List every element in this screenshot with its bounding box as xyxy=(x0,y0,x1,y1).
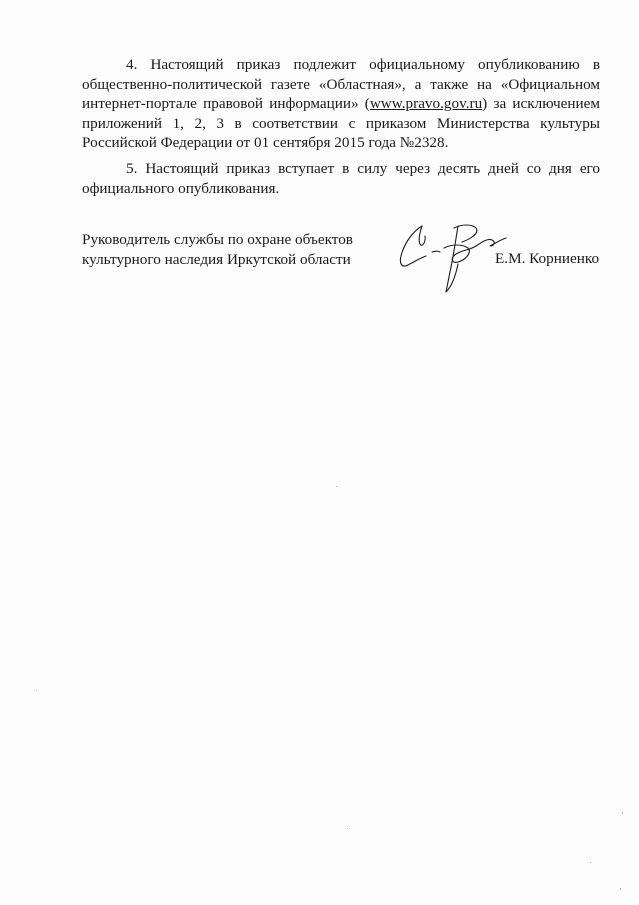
scan-speck xyxy=(36,690,37,691)
paragraph-4-text-end: ) за исключением приложений 1, 2, 3 в соответствии с приказом Министерства культуры Российской Федерации от 01 сентября 2015 года №2328. xyxy=(82,95,600,152)
scan-speck xyxy=(622,812,623,814)
paragraph-5: 5. Настоящий приказ вступает в силу через десять дней со дня его официального опубликования. xyxy=(82,160,600,197)
scan-speck xyxy=(347,828,348,829)
scan-speck xyxy=(590,862,591,863)
signatory-position-line-2: культурного наследия Иркутской области xyxy=(82,250,351,268)
scan-speck xyxy=(336,486,337,487)
pravo-gov-link[interactable]: www.pravo.gov.ru xyxy=(369,95,483,113)
paragraph-4-text-start: 4. Настоящий приказ подлежит официальному опубликованию в общественно-политической газете «Областная», а также на «Официальном интернет-портале правовой информации» ( xyxy=(82,56,600,113)
scan-speck xyxy=(620,888,621,890)
signatory-name: Е.М. Корниенко xyxy=(495,250,600,267)
signatory-position-line-1: Руководитель службы по охране объектов xyxy=(82,231,353,248)
paragraph-4 xyxy=(82,55,600,153)
signatory-position xyxy=(82,230,382,269)
handwritten-signature xyxy=(396,218,508,296)
